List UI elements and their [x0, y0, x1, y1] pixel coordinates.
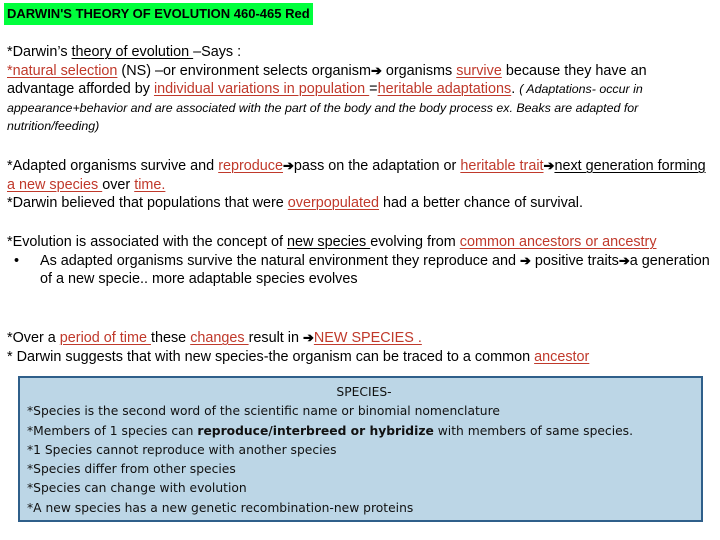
term-ancestor: ancestor — [534, 348, 590, 365]
species-line: *A new species has a new genetic recombination-new proteins — [27, 500, 414, 515]
term-interbreed: reproduce/interbreed or hybridize — [197, 423, 434, 438]
term-reproduce: reproduce — [218, 158, 283, 174]
note-adaptations: ( Adaptations- occur in appearance+behavior and are associated with the part of the body and the body process ex. Beaks are adapted for nutrition/feeding) — [7, 82, 643, 134]
species-line-members — [27, 422, 701, 441]
text: because they have an advantage afforded by — [7, 62, 647, 98]
text: As adapted organisms survive the natural environment they reproduce and — [40, 252, 520, 269]
term-new-species: a new species — [7, 176, 103, 193]
term-survive: survive — [456, 62, 502, 79]
species-line: *Species can change with evolution — [27, 481, 247, 496]
text: positive traits — [530, 252, 619, 269]
text: these — [150, 330, 191, 346]
term-natural-selection: *natural selection — [7, 62, 118, 79]
bullet-icon: • — [14, 252, 20, 269]
species-line: *Species differ from other species — [27, 462, 236, 477]
text: = — [369, 81, 378, 98]
text: *Over a — [7, 330, 60, 346]
term-heritable-trait: heritable trait — [460, 158, 544, 174]
arrow-icon: ➔ — [519, 252, 531, 268]
text: *Darwin believed that populations that were — [7, 195, 288, 212]
term-heritable-adaptations: heritable adaptations — [377, 81, 512, 98]
arrow-icon: ➔ — [618, 252, 630, 268]
term-time: time. — [134, 176, 166, 193]
paragraph-reproduce — [7, 157, 712, 213]
species-line: *1 Species cannot reproduce with another species — [27, 442, 337, 457]
text: (NS) –or environment selects organism — [117, 62, 371, 79]
text: had a better chance of survival. — [379, 195, 584, 212]
text: *Adapted organisms survive and — [7, 158, 219, 174]
text: organisms — [381, 62, 457, 79]
term-individual-variations: individual variations in population — [153, 81, 370, 98]
term-common-ancestors: common ancestors or ancestry — [459, 234, 657, 250]
text: theory of evolution — [71, 44, 194, 60]
arrow-icon: ➔ — [302, 330, 314, 345]
text: over — [102, 176, 135, 193]
text: result in — [248, 330, 303, 346]
term-new-species-caps: NEW SPECIES . — [313, 330, 422, 346]
paragraph-evolution — [7, 233, 712, 289]
paragraph-theory — [7, 43, 712, 136]
text: next generation forming — [554, 158, 706, 174]
arrow-icon: ➔ — [543, 158, 555, 173]
page-title: DARWIN'S THEORY OF EVOLUTION 460-465 Red — [4, 3, 313, 25]
text: evolving from — [370, 234, 460, 250]
text: with members of same species. — [433, 423, 633, 438]
text: *Darwin’s — [7, 44, 72, 60]
arrow-icon: ➔ — [370, 62, 382, 78]
text: * Darwin suggests that with new species-the organism can be traced to a common — [7, 348, 535, 365]
text: *Members of 1 species can — [27, 423, 198, 438]
bullet-list — [7, 252, 712, 289]
term-new-species: new species — [286, 234, 371, 250]
term-period-of-time: period of time — [59, 330, 151, 346]
text: pass on the adaptation or — [293, 158, 461, 174]
species-box — [18, 376, 703, 522]
text: a generation of a new specie.. more adaptable species evolves — [40, 252, 710, 288]
text: –Says : — [193, 44, 242, 60]
list-item — [14, 252, 712, 289]
term-overpopulated: overpopulated — [287, 195, 380, 212]
species-line: *Species is the second word of the scientific name or binomial nomenclature — [27, 404, 500, 419]
text: . — [511, 81, 520, 98]
species-box-heading: SPECIES- — [336, 385, 392, 399]
paragraph-new-species — [7, 329, 712, 366]
arrow-icon: ➔ — [283, 158, 294, 173]
text: *Evolution is associated with the concept of — [7, 234, 287, 250]
term-changes: changes — [190, 330, 249, 346]
